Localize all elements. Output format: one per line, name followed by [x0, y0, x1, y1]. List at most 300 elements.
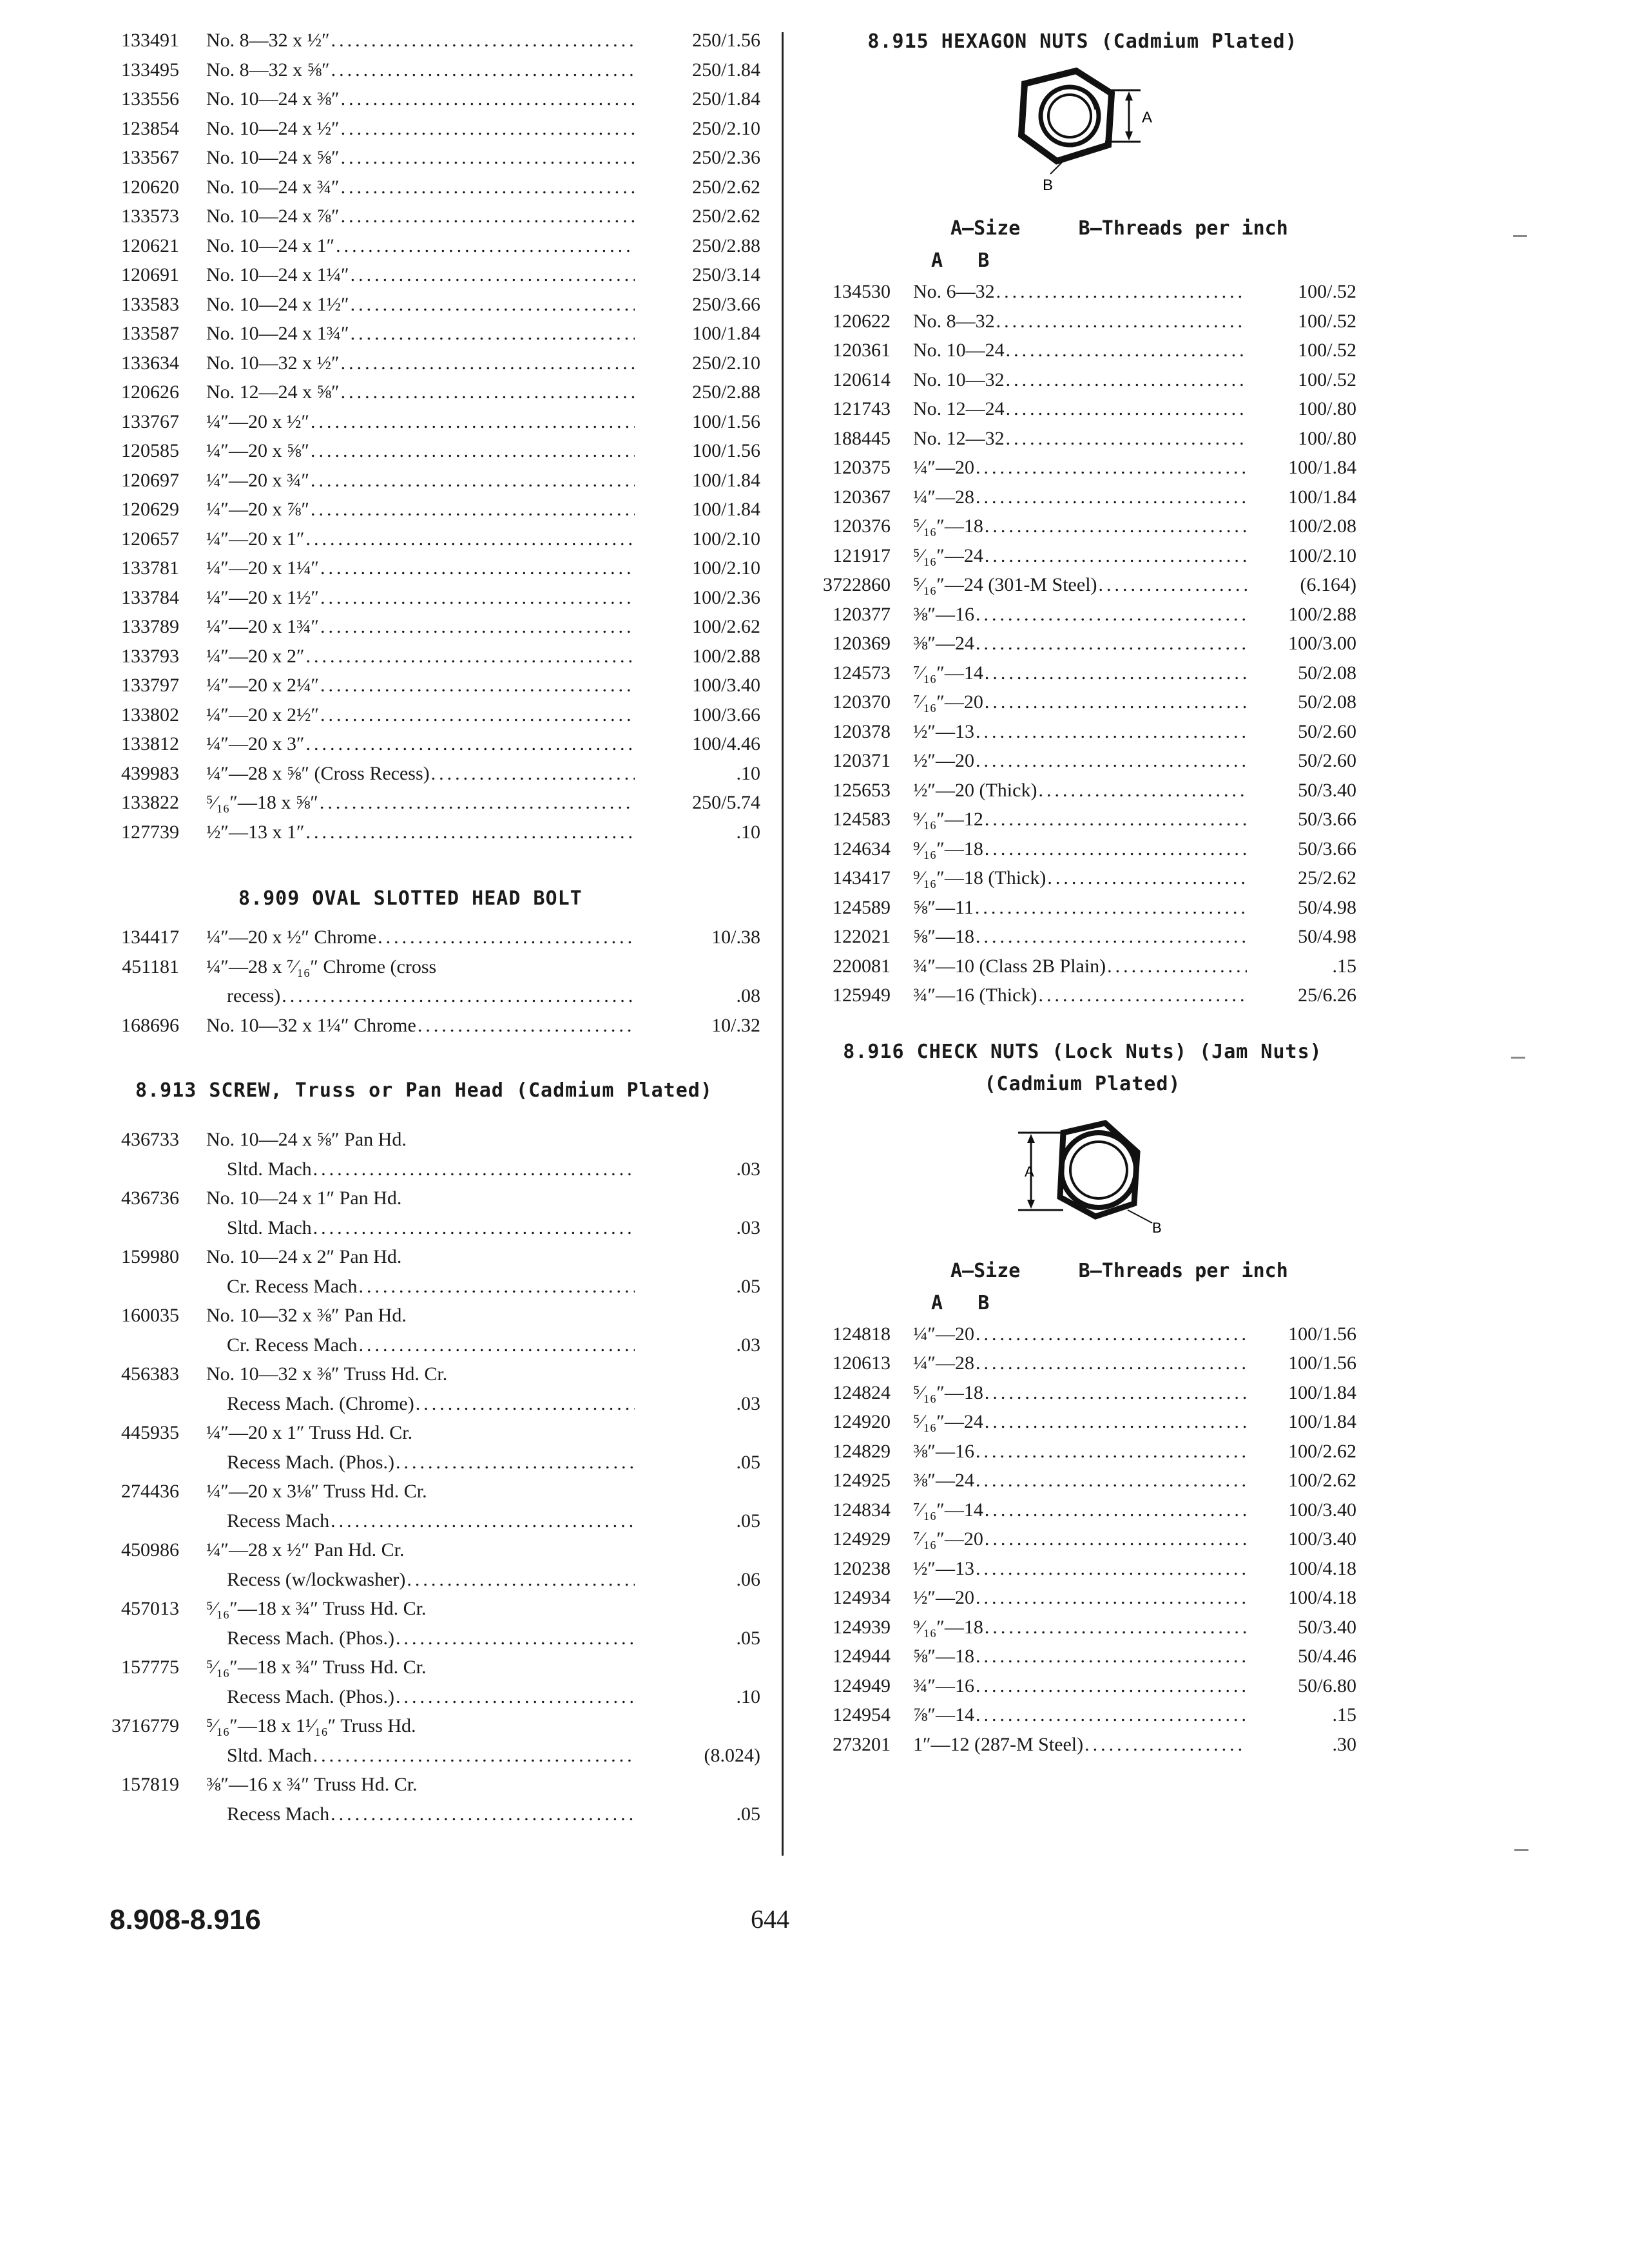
part-number: 120378 — [833, 720, 891, 742]
description: ⁹⁄₁₆″—12 ..... — [913, 805, 1247, 834]
list-item — [809, 1583, 1356, 1613]
part-number: 133587 — [121, 323, 179, 344]
list-item-continuation — [103, 1682, 760, 1712]
list-item — [103, 407, 760, 437]
description: No. 8—32 x ½″ ..... — [206, 26, 635, 55]
price: 250/1.84 — [692, 88, 760, 110]
part-number: 124573 — [833, 662, 891, 684]
part-number: 157819 — [121, 1774, 179, 1795]
price: 100/.52 — [1298, 340, 1356, 361]
part-number: 120629 — [121, 499, 179, 520]
list-item-continuation — [103, 1331, 760, 1360]
oval-slotted-head-bolt-list — [103, 923, 760, 1040]
list-item — [103, 553, 760, 583]
description: No. 12—24 x ⅝″ ..... — [206, 378, 635, 407]
description: No. 12—32 ..... — [913, 424, 1247, 454]
part-number: 122021 — [833, 926, 891, 947]
description: No. 12—24 ..... — [913, 394, 1247, 424]
price: 100/2.10 — [692, 557, 760, 579]
description: No. 6—32 ..... — [913, 277, 1247, 307]
part-number: 274436 — [121, 1481, 179, 1502]
part-number: 124818 — [833, 1323, 891, 1345]
price: 50/2.60 — [1298, 720, 1356, 742]
price: 100/1.84 — [1288, 1381, 1356, 1403]
part-number: 124589 — [833, 896, 891, 918]
part-number: 168696 — [121, 1014, 179, 1036]
price: .10 — [736, 762, 760, 784]
part-number: 121917 — [833, 544, 891, 566]
list-item — [809, 834, 1356, 864]
part-number: 436736 — [121, 1187, 179, 1209]
price: 250/2.88 — [692, 381, 760, 403]
description: ⅜″—16 x ¾″ Truss Hd. Cr. — [206, 1774, 418, 1795]
description: No. 10—32 ..... — [913, 365, 1247, 395]
column-divider — [782, 32, 784, 1856]
list-item — [809, 1671, 1356, 1701]
description: No. 10—24 ..... — [913, 336, 1247, 365]
list-item — [103, 84, 760, 114]
list-item — [103, 202, 760, 231]
price: .03 — [736, 1216, 760, 1238]
part-number: 133495 — [121, 59, 179, 81]
price: 100/1.56 — [692, 440, 760, 461]
part-number: 451181 — [122, 956, 179, 977]
price: 50/2.60 — [1298, 750, 1356, 771]
description: ⁹⁄₁₆″—18 (Thick) ..... — [913, 863, 1247, 893]
part-number: 133789 — [121, 616, 179, 637]
description: No. 10—24 x ¾″ ..... — [206, 173, 635, 202]
price: 100/2.88 — [692, 645, 760, 667]
description: No. 10—24 x 1¾″ ..... — [206, 319, 635, 349]
list-item — [103, 143, 760, 173]
check-nut-list — [809, 1320, 1356, 1760]
part-number: 133822 — [121, 792, 179, 813]
list-item — [103, 260, 760, 290]
list-item — [809, 512, 1356, 541]
part-number: 133556 — [121, 88, 179, 110]
price: 100/4.46 — [692, 733, 760, 754]
description: ⁵⁄₁₆″—18 x ¾″ Truss Hd. Cr. — [206, 1657, 427, 1678]
page-number: 644 — [751, 1905, 789, 1934]
description: ¼″—20 x 1¾″ ..... — [206, 612, 635, 642]
description: ⁷⁄₁₆″—14 ..... — [913, 1495, 1247, 1525]
price: .05 — [736, 1451, 760, 1473]
list-item-continuation — [103, 1155, 760, 1184]
description: ⅝″—18 ..... — [913, 1642, 1247, 1671]
price: 50/4.98 — [1298, 926, 1356, 947]
description: ¼″—20 x ⅞″ ..... — [206, 495, 635, 524]
part-number: 123854 — [121, 117, 179, 139]
list-item — [103, 378, 760, 407]
part-number: 124829 — [833, 1440, 891, 1462]
price: 250/1.84 — [692, 59, 760, 81]
list-item — [103, 55, 760, 85]
section-title-8-909: 8.909 OVAL SLOTTED HEAD BOLT — [238, 887, 583, 910]
list-item — [809, 1613, 1356, 1642]
list-item — [809, 1437, 1356, 1466]
price: 100/2.62 — [1288, 1470, 1356, 1491]
price: 100/1.84 — [692, 323, 760, 344]
list-item — [809, 541, 1356, 571]
list-item-continuation — [103, 1624, 760, 1653]
description: ¼″—20 x ⅝″ ..... — [206, 436, 635, 466]
list-item — [103, 26, 760, 55]
list-item — [809, 893, 1356, 923]
part-number: 120367 — [833, 486, 891, 508]
part-number: 133583 — [121, 293, 179, 315]
description: ¼″—20 x ½″ ..... — [206, 407, 635, 437]
section-title-8-913: 8.913 SCREW, Truss or Pan Head (Cadmium Plated) — [135, 1079, 713, 1102]
fig-label-b: B — [1043, 177, 1054, 194]
list-item-continuation — [103, 1448, 760, 1477]
description: ¼″—28 x ⁷⁄₁₆″ Chrome (cross — [206, 956, 437, 977]
description: ¼″—20 x ¾″ ..... — [206, 466, 635, 495]
list-item — [809, 863, 1356, 893]
part-number: 120371 — [833, 750, 891, 771]
description: ⅞″—14 ..... — [913, 1700, 1247, 1730]
description: ¾″—10 (Class 2B Plain) ..... — [913, 952, 1247, 981]
list-item — [809, 922, 1356, 952]
description: Recess Mach. (Phos.) ..... — [227, 1624, 635, 1653]
part-number: 159980 — [121, 1246, 179, 1267]
price: 100/1.84 — [1288, 457, 1356, 478]
price: .15 — [1332, 955, 1356, 977]
price: .06 — [736, 1568, 760, 1590]
list-item-continuation — [103, 1213, 760, 1243]
list-item — [103, 349, 760, 378]
price: 100/2.88 — [1288, 603, 1356, 625]
description: ½″—20 ..... — [913, 746, 1247, 776]
part-number: 120626 — [121, 381, 179, 403]
description: ¼″—20 x 2½″ ..... — [206, 700, 635, 730]
description: ¼″—20 x 3″ ..... — [206, 729, 635, 759]
part-number: 125949 — [833, 985, 891, 1006]
price: .05 — [736, 1803, 760, 1825]
price: 250/2.62 — [692, 176, 760, 198]
part-number: 133767 — [121, 410, 179, 432]
price: 50/3.66 — [1298, 838, 1356, 860]
description: ¾″—16 (Thick) ..... — [913, 981, 1247, 1010]
list-item — [809, 981, 1356, 1010]
part-number: 133781 — [121, 557, 179, 579]
list-item — [809, 629, 1356, 658]
list-item — [809, 1349, 1356, 1378]
part-number: 124934 — [833, 1587, 891, 1608]
part-number: 120369 — [833, 633, 891, 654]
description: ⅜″—24 ..... — [913, 1466, 1247, 1495]
description: ¼″—28 ..... — [913, 483, 1247, 512]
list-item — [809, 1554, 1356, 1584]
part-number: 133793 — [121, 645, 179, 667]
description: No. 10—24 x ⅝″ ..... — [206, 143, 635, 173]
description: ⅜″—16 ..... — [913, 1437, 1247, 1466]
part-number: 125653 — [833, 779, 891, 801]
part-number: 124925 — [833, 1470, 891, 1491]
list-item — [809, 365, 1356, 395]
price: 10/.32 — [711, 1014, 760, 1036]
list-item — [809, 1378, 1356, 1408]
price: 50/3.40 — [1298, 779, 1356, 801]
price: .15 — [1332, 1704, 1356, 1725]
price: 100/.80 — [1298, 398, 1356, 419]
list-item — [809, 1495, 1356, 1525]
description: ⁵⁄₁₆″—18 x ¾″ Truss Hd. Cr. — [206, 1598, 427, 1619]
list-item — [103, 1594, 760, 1624]
price: 100/1.56 — [1288, 1323, 1356, 1345]
price: 100/2.10 — [1288, 544, 1356, 566]
part-number: 120377 — [833, 603, 891, 625]
list-item — [809, 1700, 1356, 1730]
price: 50/2.08 — [1298, 662, 1356, 684]
price: 100/3.40 — [1288, 1528, 1356, 1550]
description: ¼″—28 x ⅝″ (Cross Recess) ..... — [206, 759, 635, 789]
description: ¼″—20 x 1½″ ..... — [206, 583, 635, 613]
price: 50/3.66 — [1298, 809, 1356, 830]
description: Recess Mach. (Chrome) ..... — [227, 1389, 635, 1419]
price: 50/4.98 — [1298, 896, 1356, 918]
description: ⁹⁄₁₆″—18 ..... — [913, 1613, 1247, 1642]
part-number: 133567 — [121, 147, 179, 168]
price: 50/2.08 — [1298, 691, 1356, 713]
list-item — [103, 1477, 760, 1506]
price: .05 — [736, 1510, 760, 1532]
price: 25/6.26 — [1298, 985, 1356, 1006]
description: Sltd. Mach ..... — [227, 1741, 635, 1771]
section-title-8-915: 8.915 HEXAGON NUTS (Cadmium Plated) — [867, 30, 1298, 53]
part-number: 220081 — [833, 955, 891, 977]
part-number: 124834 — [833, 1499, 891, 1521]
list-item — [103, 583, 760, 613]
price: .03 — [736, 1334, 760, 1356]
price: 250/2.36 — [692, 147, 760, 168]
part-number: 120697 — [121, 469, 179, 491]
section-subtitle-8-916: (Cadmium Plated) — [984, 1072, 1181, 1095]
part-number: 120585 — [121, 440, 179, 461]
description: Recess Mach ..... — [227, 1506, 635, 1536]
price: .10 — [736, 821, 760, 843]
list-item-continuation — [103, 1389, 760, 1419]
list-item — [809, 336, 1356, 365]
description: ⅝″—11 ..... — [913, 893, 1247, 923]
description: ½″—20 ..... — [913, 1583, 1247, 1613]
description: ⁷⁄₁₆″—20 ..... — [913, 1524, 1247, 1554]
price: 250/2.10 — [692, 117, 760, 139]
description: ⅜″—24 ..... — [913, 629, 1247, 658]
list-item — [103, 1301, 760, 1331]
part-number: 124929 — [833, 1528, 891, 1550]
price: .05 — [736, 1627, 760, 1649]
list-item — [809, 1730, 1356, 1760]
part-number: 3716779 — [111, 1715, 179, 1736]
price: 100/2.10 — [692, 528, 760, 550]
description: No. 8—32 x ⅝″ ..... — [206, 55, 635, 85]
list-item — [809, 776, 1356, 805]
description: Recess Mach. (Phos.) ..... — [227, 1682, 635, 1712]
description: Sltd. Mach ..... — [227, 1213, 635, 1243]
description: No. 8—32 ..... — [913, 307, 1247, 336]
list-item — [103, 700, 760, 730]
description: No. 10—24 x ½″ ..... — [206, 114, 635, 144]
list-item-continuation — [103, 1565, 760, 1595]
description: Cr. Recess Mach ..... — [227, 1272, 635, 1302]
part-number: 120238 — [833, 1557, 891, 1579]
list-item — [809, 687, 1356, 717]
part-number: 120621 — [121, 235, 179, 256]
description: No. 10—32 x ⅜″ Pan Hd. — [206, 1305, 407, 1326]
description: ⁵⁄₁₆″—24 ..... — [913, 541, 1247, 571]
part-number: 127739 — [121, 821, 179, 843]
list-item — [103, 1418, 760, 1448]
price: 100/.52 — [1298, 281, 1356, 302]
part-number: 134417 — [121, 927, 179, 948]
list-item — [103, 436, 760, 466]
part-number: 456383 — [121, 1363, 179, 1385]
description: Recess Mach. (Phos.) ..... — [227, 1448, 635, 1477]
description: No. 10—24 x 1″ Pan Hd. — [206, 1187, 402, 1209]
price: 100/2.08 — [1288, 515, 1356, 537]
part-number: 124949 — [833, 1675, 891, 1696]
description: Recess Mach ..... — [227, 1800, 635, 1829]
list-item — [103, 1360, 760, 1389]
description: ⁷⁄₁₆″—20 ..... — [913, 687, 1247, 717]
price: 100/1.84 — [692, 499, 760, 520]
column-headers: A B — [931, 249, 990, 272]
part-number: 133797 — [121, 675, 179, 696]
price: .30 — [1332, 1733, 1356, 1755]
size-thread-legend-2: A—Size B—Threads per inch — [950, 1259, 1288, 1282]
price: 100/1.84 — [1288, 1411, 1356, 1432]
part-number: 157775 — [121, 1657, 179, 1678]
list-item — [809, 1320, 1356, 1349]
section-title-8-916: 8.916 CHECK NUTS (Lock Nuts) (Jam Nuts) — [843, 1040, 1322, 1063]
description: No. 10—24 x 1″ ..... — [206, 231, 635, 261]
part-number: 133802 — [121, 704, 179, 726]
description: ¼″—20 ..... — [913, 1320, 1247, 1349]
list-item — [103, 1770, 760, 1800]
description: ⅜″—16 ..... — [913, 600, 1247, 629]
list-item — [809, 658, 1356, 688]
part-number: 457013 — [121, 1598, 179, 1619]
list-item — [103, 671, 760, 700]
price: 50/6.80 — [1298, 1675, 1356, 1696]
description: No. 10—32 x ⅜″ Truss Hd. Cr. — [206, 1363, 448, 1385]
price: 50/4.46 — [1298, 1646, 1356, 1667]
part-number: 133634 — [121, 352, 179, 374]
description: ⁵⁄₁₆″—18 x ⅝″ ..... — [206, 788, 635, 818]
description: No. 10—24 x 2″ Pan Hd. — [206, 1246, 402, 1267]
list-item — [103, 231, 760, 261]
part-number: 133784 — [121, 586, 179, 608]
part-number: 121743 — [833, 398, 891, 419]
list-item — [103, 612, 760, 642]
fig-label-a-2: A — [1025, 1163, 1034, 1180]
list-item — [809, 277, 1356, 307]
price: 250/1.56 — [692, 30, 760, 51]
description: Recess (w/lockwasher) ..... — [227, 1565, 635, 1595]
list-item — [809, 1524, 1356, 1554]
price: 100/2.36 — [692, 586, 760, 608]
list-item — [103, 524, 760, 554]
price: 100/2.62 — [1288, 1440, 1356, 1462]
description: No. 10—24 x 1¼″ ..... — [206, 260, 635, 290]
part-number: 439983 — [121, 762, 179, 784]
fig-label-b-2: B — [1152, 1219, 1162, 1236]
price: 100/3.40 — [692, 675, 760, 696]
list-item — [103, 1125, 760, 1155]
price: 100/1.56 — [692, 410, 760, 432]
list-item — [103, 818, 760, 847]
part-number: 133812 — [121, 733, 179, 754]
part-number: 120370 — [833, 691, 891, 713]
description: ⁵⁄₁₆″—24 ..... — [913, 1407, 1247, 1437]
description: ⁵⁄₁₆″—18 ..... — [913, 1378, 1247, 1408]
part-number: 120622 — [833, 310, 891, 332]
part-number: 120620 — [121, 176, 179, 198]
list-item — [103, 1711, 760, 1741]
part-number: 124824 — [833, 1381, 891, 1403]
list-item — [103, 1011, 760, 1041]
price: 100/4.18 — [1288, 1557, 1356, 1579]
list-item — [103, 642, 760, 671]
list-item — [809, 600, 1356, 629]
description: ¼″—20 x 1″ ..... — [206, 524, 635, 554]
part-number: 124939 — [833, 1616, 891, 1638]
price: .10 — [736, 1686, 760, 1707]
part-number: 120376 — [833, 515, 891, 537]
part-number: 124583 — [833, 809, 891, 830]
part-number: 445935 — [121, 1422, 179, 1443]
price: 250/2.62 — [692, 206, 760, 227]
description: ½″—13 ..... — [913, 717, 1247, 747]
list-item — [103, 923, 760, 952]
description: No. 10—32 x ½″ ..... — [206, 349, 635, 378]
description: ¼″—20 x 2″ ..... — [206, 642, 635, 671]
price: 100/1.84 — [1288, 486, 1356, 508]
part-number: 124944 — [833, 1646, 891, 1667]
price: .03 — [736, 1392, 760, 1414]
part-number: 120614 — [833, 369, 891, 390]
list-item — [103, 729, 760, 759]
part-number: 3722860 — [823, 574, 891, 595]
price: 250/2.10 — [692, 352, 760, 374]
part-number: 188445 — [833, 427, 891, 449]
description: No. 10—24 x ⅜″ ..... — [206, 84, 635, 114]
description: ⁵⁄₁₆″—18 ..... — [913, 512, 1247, 541]
description: ½″—13 ..... — [913, 1554, 1247, 1584]
list-item — [103, 1535, 760, 1565]
part-number: 436733 — [121, 1129, 179, 1150]
list-item — [809, 805, 1356, 834]
price: 100/3.66 — [692, 704, 760, 726]
price: 25/2.62 — [1298, 867, 1356, 889]
list-item — [103, 788, 760, 818]
part-number: 133573 — [121, 206, 179, 227]
part-number: 273201 — [833, 1733, 891, 1755]
list-item — [103, 1653, 760, 1682]
description: ⁷⁄₁₆″—14 ..... — [913, 658, 1247, 688]
fig-label-a: A — [1142, 109, 1153, 126]
description: ¼″—20 ..... — [913, 453, 1247, 483]
description: ¼″—20 x 2¼″ ..... — [206, 671, 635, 700]
price: 100/1.84 — [692, 469, 760, 491]
bolt-price-list — [103, 26, 760, 847]
margin-mark — [1514, 1849, 1528, 1851]
list-item — [103, 114, 760, 144]
column-headers-2: A B — [931, 1291, 990, 1314]
list-item — [809, 307, 1356, 336]
list-item — [103, 759, 760, 789]
price: 100/3.40 — [1288, 1499, 1356, 1521]
